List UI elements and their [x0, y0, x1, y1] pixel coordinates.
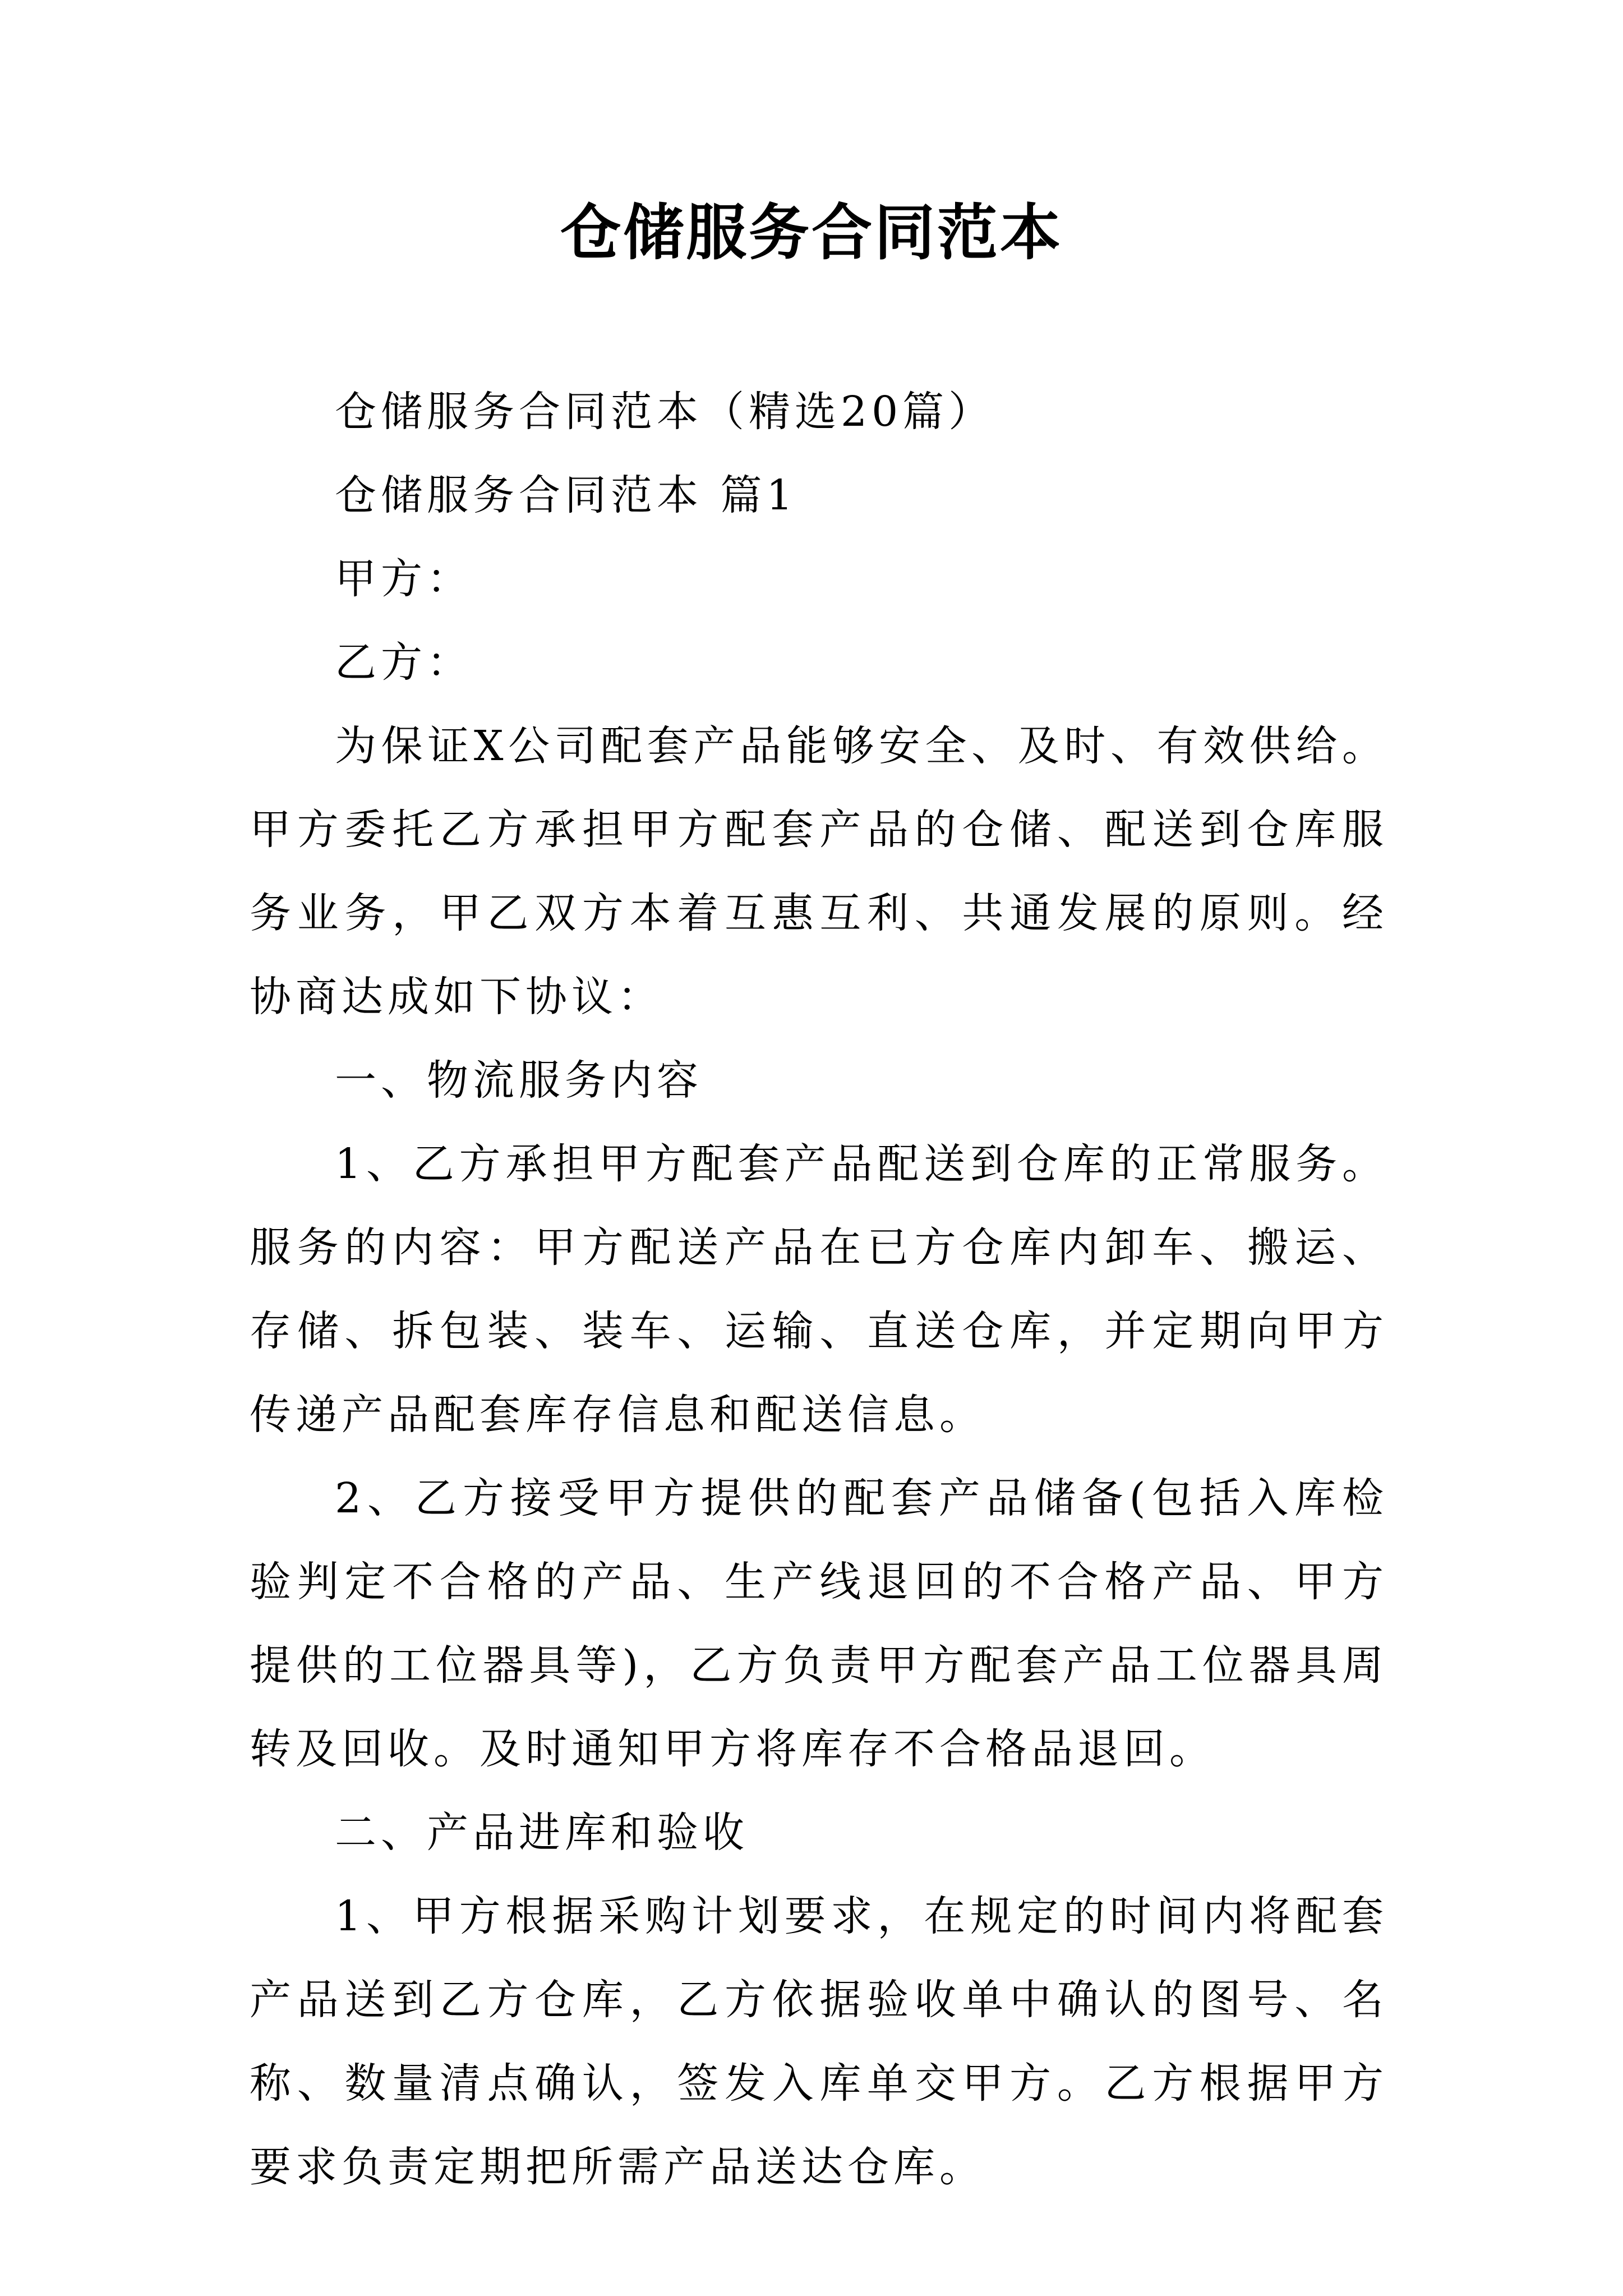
paragraph-party-b: 乙方：	[335, 638, 473, 687]
paragraph-subtitle: 仓储服务合同范本（精选20篇）	[335, 388, 995, 436]
paragraph-clause-2-1: 1、甲方根据采购计划要求，在规定的时间内将配套产品送到乙方仓库，乙方依据验收单中确认的图号、名称、数量清点确认，签发入库单交甲方。乙方根据甲方要求负责定期把所需产品送达仓库。	[250, 1892, 1388, 2191]
paragraph-party-a: 甲方：	[335, 555, 473, 603]
paragraph-clause-1-1: 1、乙方承担甲方配套产品配送到仓库的正常服务。服务的内容：甲方配送产品在已方仓库内卸车、搬运、存储、拆包装、装车、运输、直送仓库，并定期向甲方传递产品配套库存信息和配送信息。	[250, 1140, 1388, 1439]
paragraph-heading-1: 一、物流服务内容	[335, 1056, 703, 1105]
paragraph-clause-1-2: 2、乙方接受甲方提供的配套产品储备(包括入库检验判定不合格的产品、生产线退回的不合格产品、甲方提供的工位器具等)，乙方负责甲方配套产品工位器具周转及回收。及时通知甲方将库存不合格品退回。	[250, 1474, 1388, 1773]
document-body	[250, 370, 1388, 2209]
paragraph-preamble: 为保证X公司配套产品能够安全、及时、有效供给。甲方委托乙方承担甲方配套产品的仓储、配送到仓库服务业务，甲乙双方本着互惠互利、共通发展的原则。经协商达成如下协议：	[250, 722, 1388, 1021]
paragraph-heading-2: 二、产品进库和验收	[335, 1809, 749, 1857]
document-title: 仓储服务合同范本	[560, 197, 1063, 268]
paragraph-section-heading: 仓储服务合同范本 篇1	[335, 471, 797, 519]
